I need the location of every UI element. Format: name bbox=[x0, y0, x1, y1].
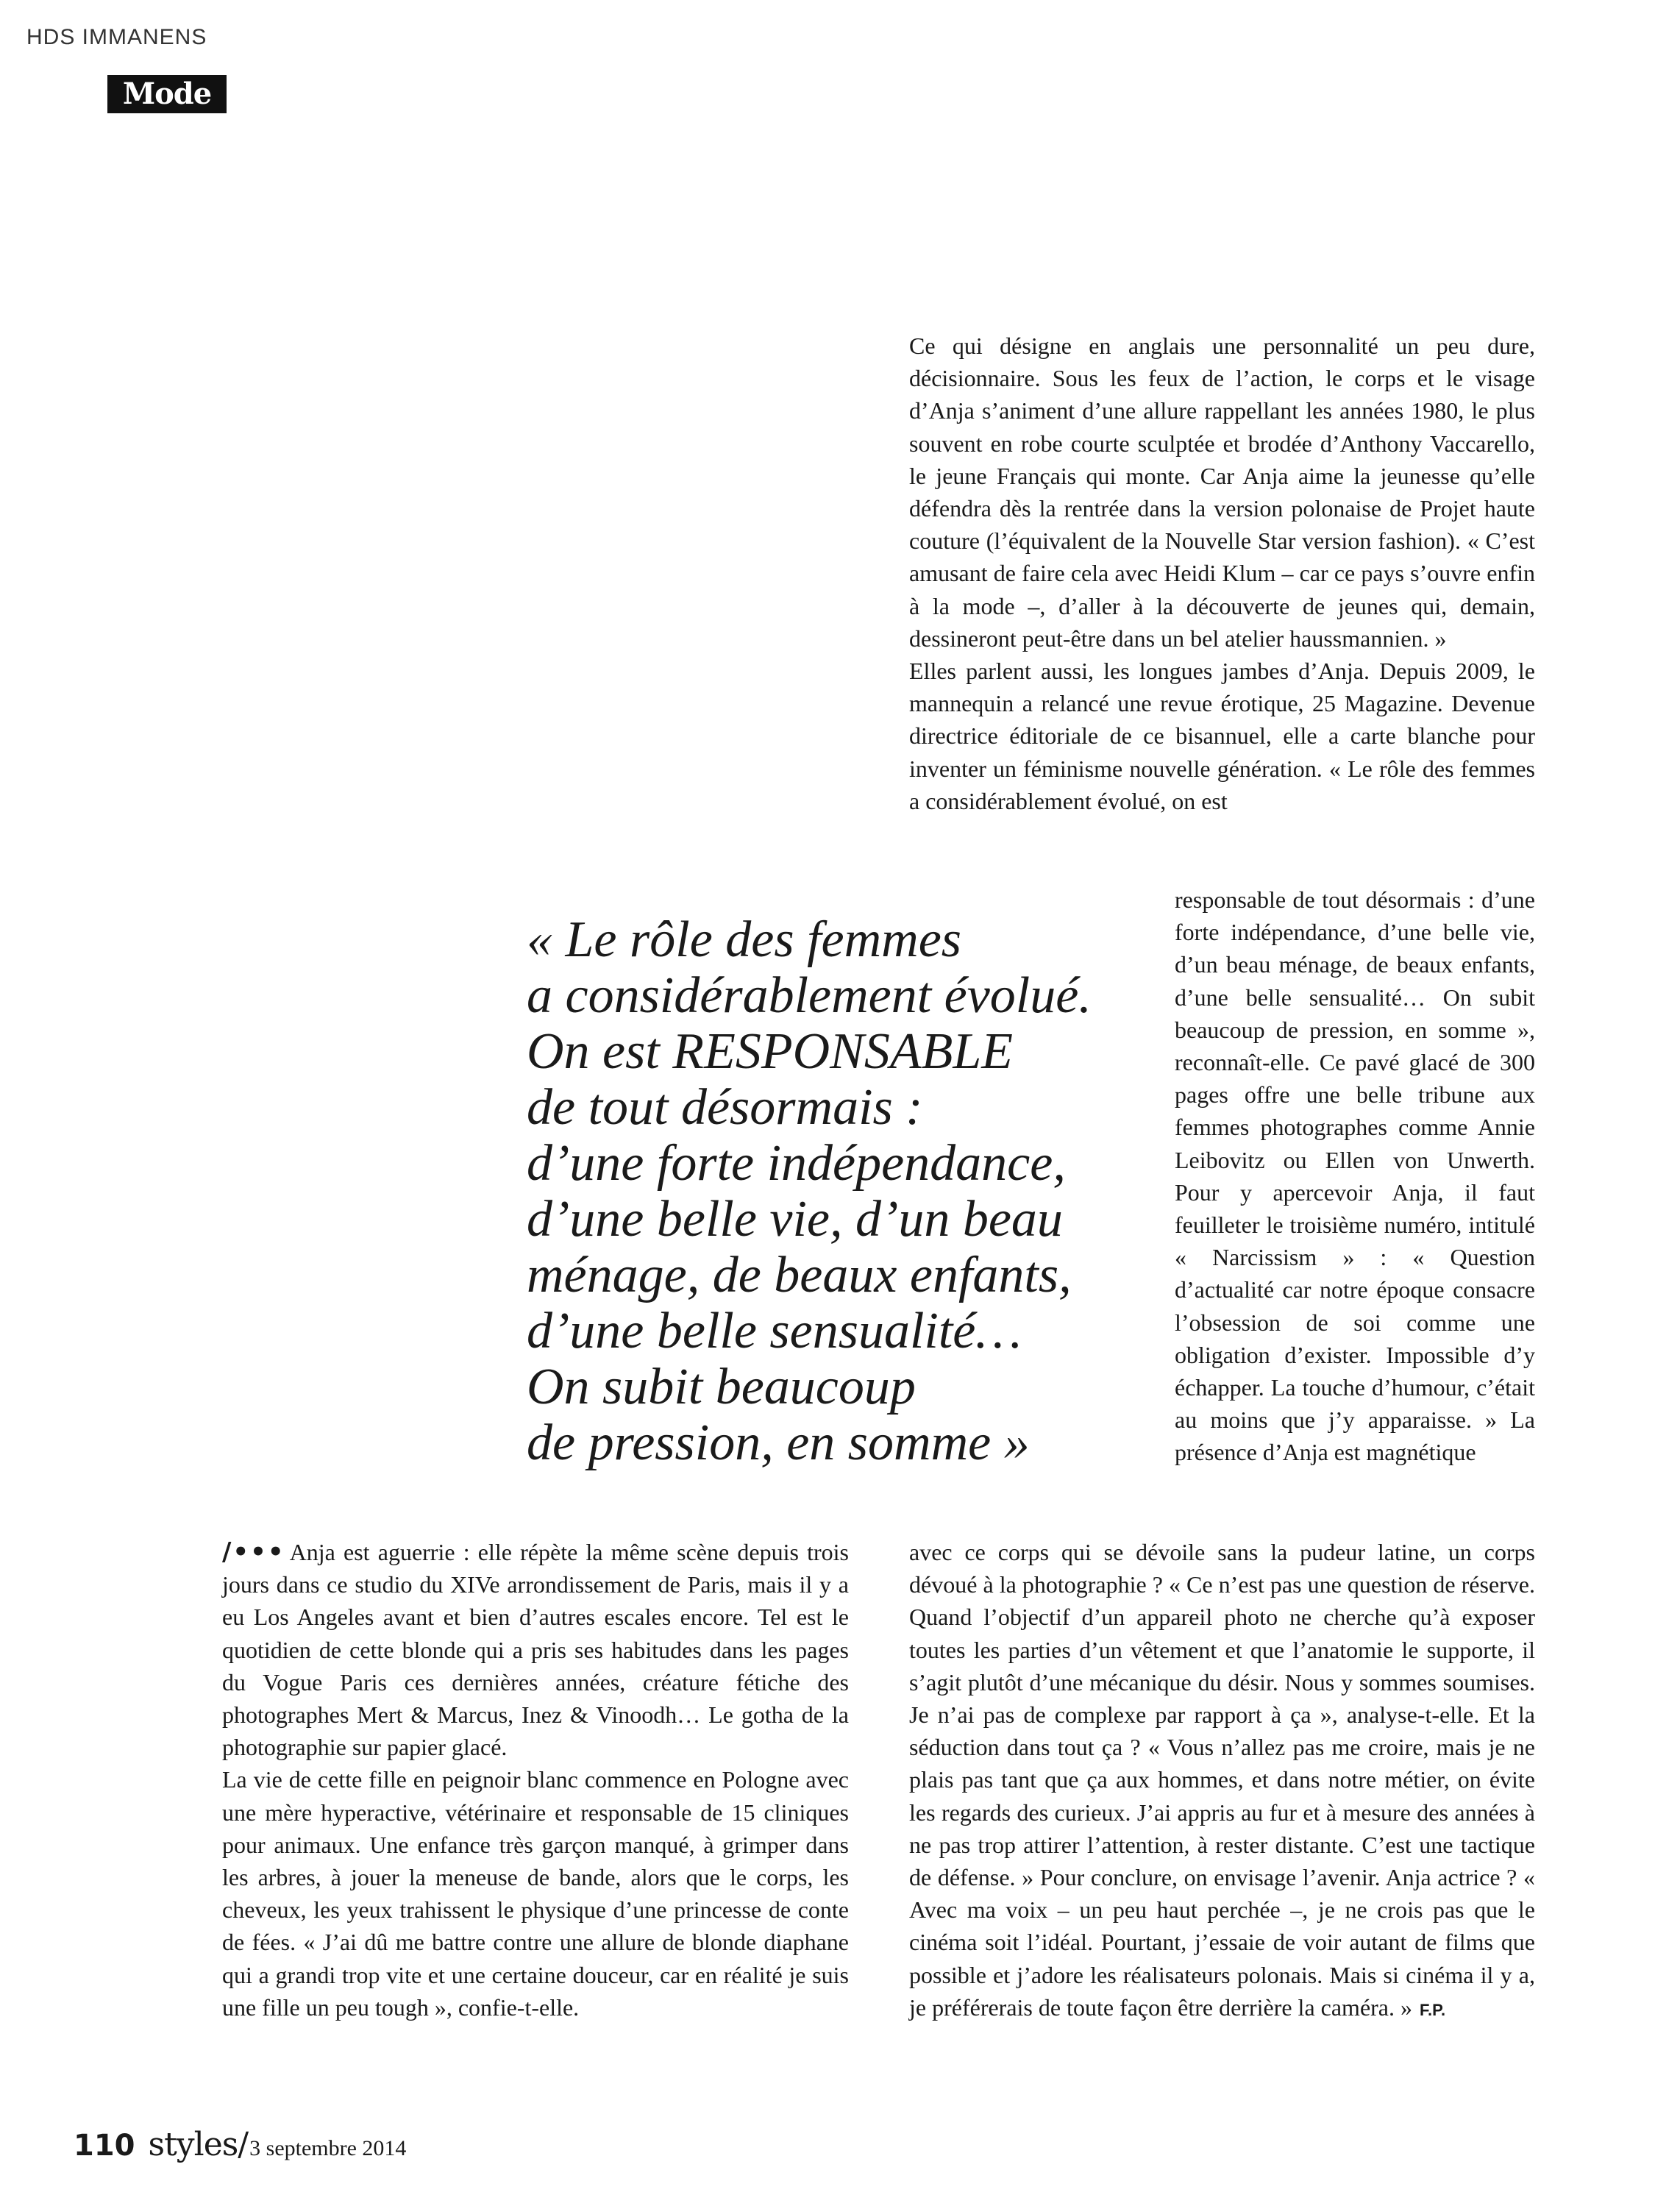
page-number: 110 bbox=[74, 2129, 135, 2163]
article-column-right-bottom bbox=[909, 1536, 1535, 2027]
paragraph: Elles parlent aussi, les longues jambes d’Anja. Depuis 2009, le mannequin a relancé une revue érotique, 25 Magazine. Devenue directrice éditoriale de ce bisannuel, elle a carte blanche pour inventer un féminisme nouvelle génération. « Le rôle des femmes a considérablement évolué, on est bbox=[909, 658, 1535, 814]
paragraph-text: avec ce corps qui se dévoile sans la pudeur latine, un corps dévoué à la photographie ? « Ce n’est pas une question de réserve. Quand l’objectif d’un appareil photo ne cherche qu’à exposer toutes les parties d’un vêtement et que l’anatomie le supporte, il s’agit plutôt d’une mécanique du désir. Nous y sommes soumises. Je n’ai pas de complexe par rapport à ça », analyse-t-elle. Et la séduction dans tout ça ? « Vous n’allez pas me croire, mais je ne plais pas tant que ça aux hommes, et dans notre métier, on évite les regards des curieux. J’ai appris au fur et à mesure des années à ne pas trop attirer l’attention, à rester distante. C’est une tactique de défense. » Pour conclure, on envisage l’avenir. Anja actrice ? « Avec ma voix – un peu haut perchée –, je ne crois pas que le cinéma soit l’idéal. Pourtant, j’essaie de voir autant de films que possible et j’adore les réalisateurs polonais. Mais si cinéma il y a, je préférerais de toute façon être derrière la caméra. » bbox=[909, 1539, 1535, 2021]
pull-quote-line: a considérablement évolué. bbox=[527, 967, 1092, 1024]
paragraph: responsable de tout désormais : d’une forte indépendance, d’une belle vie, d’un beau ménage, de beaux enfants, d’une belle sensualité… On subit beaucoup de pression, en somme », reconnaît-elle. Ce pavé glacé de 300 pages offre une belle tribune aux femmes photographes comme Annie Leibovitz ou Ellen von Unwerth. Pour y apercevoir Anja, il faut feuilleter le troisième numéro, intitulé « Narcissism » : « Question d’actualité car notre époque consacre l’obsession de soi comme une obligation d’exister. Impossible d’y échapper. La touche d’humour, c’était au moins que j’y apparaisse. » La présence d’Anja est magnétique bbox=[1175, 886, 1535, 1466]
pull-quote-line: d’une belle sensualité… bbox=[527, 1303, 1022, 1359]
continuation-mark: /••• bbox=[222, 1537, 285, 1567]
paragraph: La vie de cette fille en peignoir blanc commence en Pologne avec une mère hyperactive, vétérinaire et responsable de 15 cliniques pour animaux. Une enfance très garçon manqué, à grimper dans les arbres, à jouer la meneuse de bande, alors que le corps, les cheveux, les yeux trahissent le physique d’une princesse de conte de fées. « J’ai dû me battre contre une allure de blonde diaphane qui a grandi trop vite et une certaine douceur, car en réalité je suis une fille un peu tough », confie-t-elle. bbox=[222, 1766, 849, 2021]
pull-quote-line: de tout désormais : bbox=[527, 1079, 923, 1136]
article-column-right-top bbox=[909, 330, 1535, 817]
author-signature: F.P. bbox=[1420, 2000, 1446, 2019]
pull-quote-line: On est RESPONSABLE bbox=[527, 1023, 1014, 1080]
pull-quote-line: d’une belle vie, d’un beau bbox=[527, 1191, 1063, 1248]
pull-quote-line: d’une forte indépendance, bbox=[527, 1135, 1066, 1192]
paragraph-text: Anja est aguerrie : elle répète la même scène depuis trois jours dans ce studio du XIVe arrondissement de Paris, mais il y a eu Los Angeles avant et bien d’autres escales encore. Tel est le quotidien de cette blonde qui a pris ses habitudes dans les pages du Vogue Paris ces dernières années, créature fétiche des photographes Mert & Marcus, Inez & Vinoodh… Le gotha de la photographie sur papier glacé. bbox=[222, 1539, 849, 1761]
issue-date: 3 septembre 2014 bbox=[249, 2136, 407, 2160]
section-rubric: Mode bbox=[107, 75, 227, 113]
pull-quote-line: ménage, de beaux enfants, bbox=[527, 1247, 1072, 1303]
pull-quote bbox=[527, 912, 1159, 1471]
pull-quote-line: On subit beaucoup bbox=[527, 1359, 916, 1415]
source-label: HDS IMMANENS bbox=[26, 25, 207, 49]
paragraph: Ce qui désigne en anglais une personnalité un peu dure, décisionnaire. Sous les feux de l’action, le corps et le visage d’Anja s’animent d’une allure rappellant les années 1980, le plus souvent en robe courte sculptée et brodée d’Anthony Vaccarello, le jeune Français qui monte. Car Anja aime la jeunesse qu’elle défendra dès la rentrée dans la version polonaise de Projet haute couture (l’équivalent de la Nouvelle Star version fashion). « C’est amusant de faire cela avec Heidi Klum – car ce pays s’ouvre enfin à la mode –, d’aller à la découverte de jeunes qui, demain, dessineront peut-être dans un bel atelier haussmannien. » bbox=[909, 332, 1535, 652]
paragraph bbox=[222, 1536, 849, 1763]
pull-quote-line: de pression, en somme » bbox=[527, 1415, 1030, 1471]
magazine-name: styles/ bbox=[148, 2126, 249, 2163]
article-column-right-middle bbox=[1175, 883, 1535, 1469]
paragraph bbox=[909, 1536, 1535, 2027]
page-footer bbox=[74, 2126, 406, 2163]
article-column-left bbox=[222, 1536, 849, 2024]
pull-quote-line: « Le rôle des femmes bbox=[527, 911, 962, 968]
